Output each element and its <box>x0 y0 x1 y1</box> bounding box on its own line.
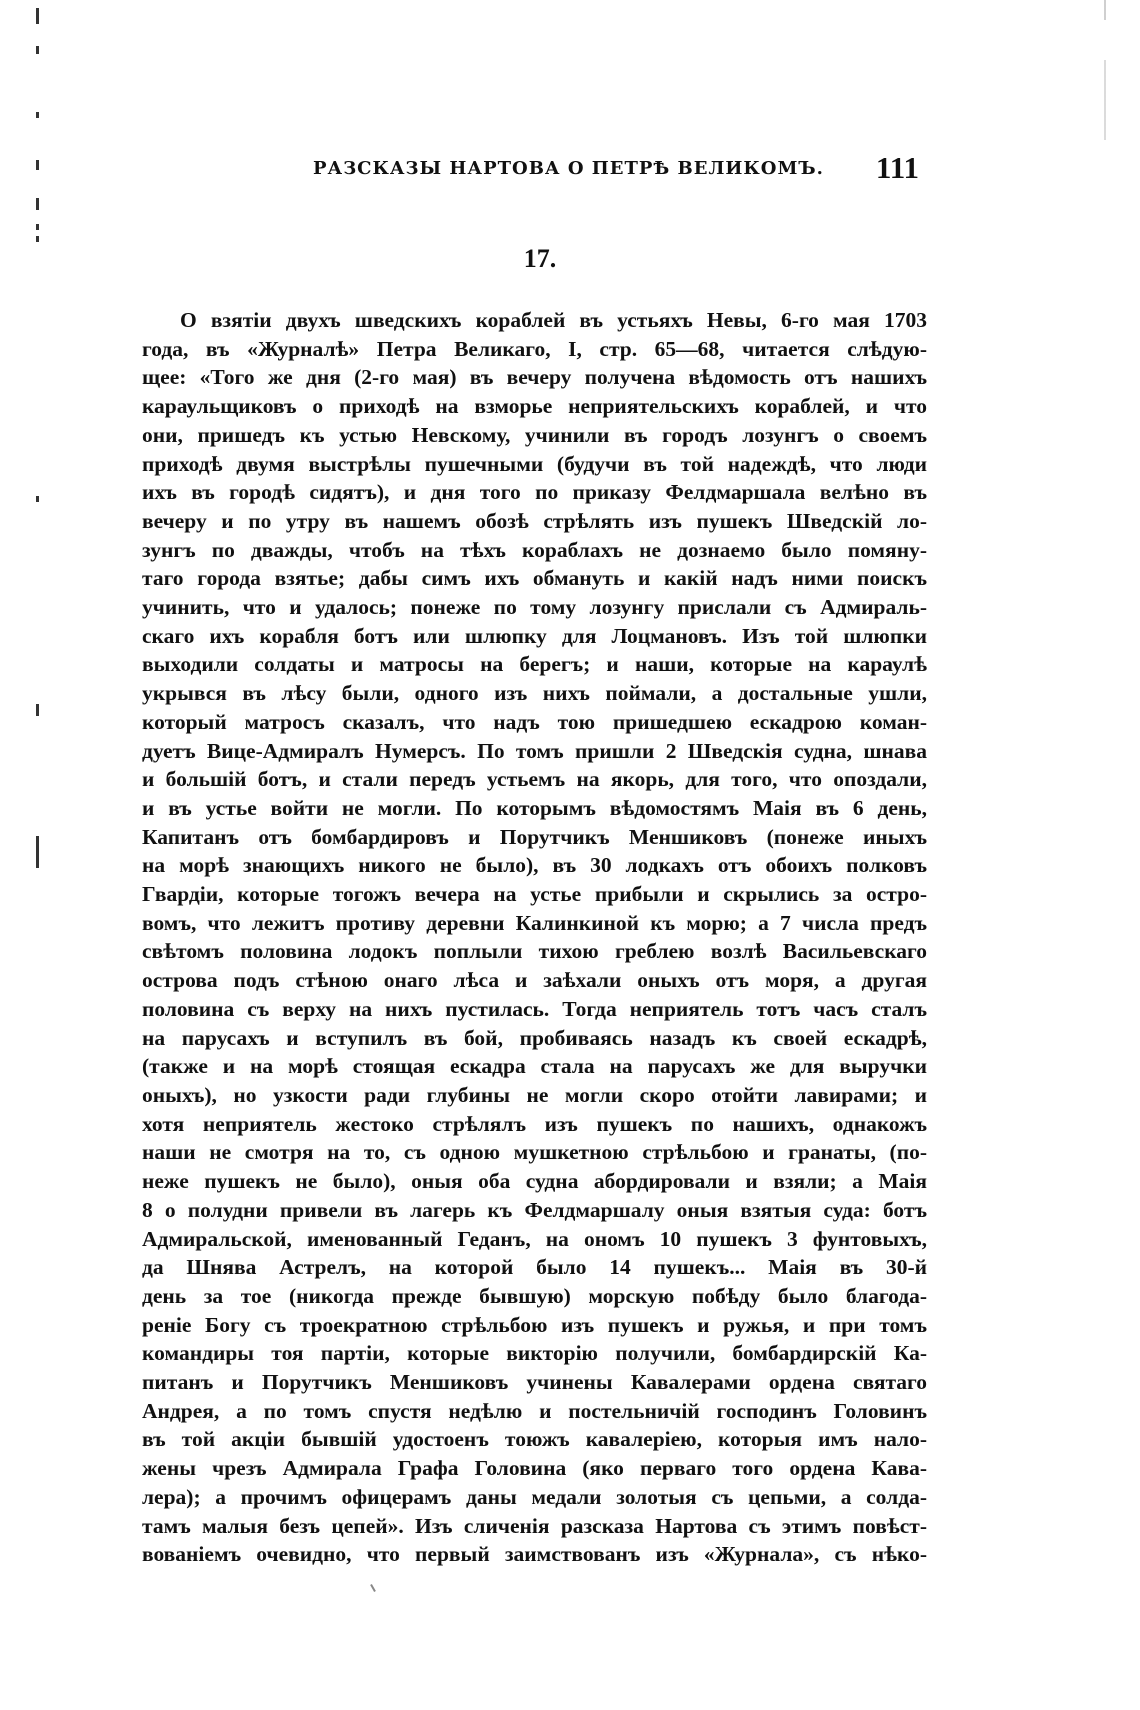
section-number: 17. <box>523 244 557 273</box>
text-line: Гвардіи, которые тогожъ вечера на устье прибыли и скрылись за остро- <box>142 882 927 907</box>
text-line: лера); а прочимъ офицерамъ даны медали золотыя съ цепьми, а солда- <box>142 1484 927 1509</box>
text-line: день за тое (никогда прежде бывшую) морскую побѣду было благода- <box>142 1283 927 1308</box>
text-line: хотя неприятель жестоко стрѣлялъ изъ пушекъ по нашихъ, однакожъ <box>142 1111 927 1136</box>
text-line: вованіемъ очевидно, что первый заимствованъ изъ «Журнала», съ нѣко- <box>142 1542 927 1567</box>
print-speck <box>370 1584 376 1592</box>
text-line: питанъ и Порутчикъ Меншиковъ учинены Кавалерами ордена святаго <box>142 1370 927 1395</box>
text-line: реніе Богу съ троекратною стрѣльбою изъ пушекъ и ружья, и при томъ <box>142 1312 927 1337</box>
text-line: 8 о полудни привели въ лагерь къ Фелдмаршалу оныя взятыя суда: ботъ <box>142 1197 927 1222</box>
text-line: да Шнява Астрелъ, на которой было 14 пушекъ... Маія въ 30-й <box>142 1255 927 1280</box>
text-line: учинить, что и удалось; понеже по тому лозунгу прислали съ Адмираль- <box>142 595 927 620</box>
text-line: выходили солдаты и матросы на берегъ; и наши, которые на караулѣ <box>142 652 927 677</box>
page-edge-rule <box>1104 0 1106 1710</box>
text-line: Адмиральской, именованный Геданъ, на ономъ 10 пушекъ 3 фунтовыхъ, <box>142 1226 927 1251</box>
text-line: оныхъ), но узкости ради глубины не могли скоро отойти лавирами; и <box>142 1082 927 1107</box>
text-line: и большій ботъ, и стали передъ устьемъ на якорь, для того, что опоздали, <box>142 767 927 792</box>
text-line: укрывся въ лѣсу были, одного изъ нихъ поймали, а достальные ушли, <box>142 681 927 706</box>
text-line: который матросъ сказалъ, что надъ тою пришедшею ескадрою коман- <box>142 709 927 734</box>
text-line: вомъ, что лежитъ противу деревни Калинкиной къ морю; а 7 числа предъ <box>142 910 927 935</box>
text-line: щее: «Того же дня (2-го мая) въ вечеру получена вѣдомость отъ нашихъ <box>142 365 927 390</box>
text-line: года, въ «Журналѣ» Петра Великаго, I, стр. 65—68, читается слѣдую- <box>142 336 927 361</box>
text-line: неже пушекъ не было), оныя оба судна абордировали и взяли; а Маія <box>142 1169 927 1194</box>
text-line: жены чрезъ Адмирала Графа Головина (яко перваго того ордена Кава- <box>142 1456 927 1481</box>
text-line: они, пришедъ къ устью Невскому, учинили въ городъ лозунгъ о своемъ <box>142 422 927 447</box>
text-line: въ той акціи бывшій удостоенъ тоюжъ кавалеріею, которыя имъ нало- <box>142 1427 927 1452</box>
text-line: (также и на морѣ стоящая ескадра стала на парусахъ же для выручки <box>142 1054 927 1079</box>
running-head <box>145 150 925 190</box>
text-line: половина съ верху на нихъ пустилась. Тогда неприятель тотъ часъ сталъ <box>142 996 927 1021</box>
text-line: дуетъ Вице-Адмиралъ Нумерсъ. По томъ пришли 2 Шведскія судна, шнава <box>142 738 927 763</box>
running-title: РАЗСКАЗЫ НАРТОВА О ПЕТРѢ ВЕЛИКОМЪ. <box>313 158 824 179</box>
text-line: приходѣ двумя выстрѣлы пушечными (будучи въ той надеждѣ, что люди <box>142 451 927 476</box>
text-line: таго города взятье; дабы симъ ихъ обмануть и какій надъ ними поискъ <box>142 566 927 591</box>
text-line: ихъ въ городѣ сидятъ), и дня того по приказу Фелдмаршала велѣно въ <box>142 480 927 505</box>
text-line: острова подъ стѣною онаго лѣса и заѣхали оныхъ отъ моря, а другая <box>142 968 927 993</box>
text-line: на парусахъ и вступилъ въ бой, пробиваясь назадъ къ своей ескадрѣ, <box>142 1025 927 1050</box>
text-line: свѣтомъ половина лодокъ поплыли тихою греблею возлѣ Васильевскаго <box>142 939 927 964</box>
text-line: вечеру и по утру въ нашемъ обозѣ стрѣлять изъ пушекъ Шведскій ло- <box>142 508 927 533</box>
text-line: командиры тоя партіи, которые викторію получили, бомбардирскій Ка- <box>142 1341 927 1366</box>
body-text <box>142 306 927 1569</box>
text-line: Андрея, а по томъ спустя недѣлю и постельничій господинъ Головинъ <box>142 1398 927 1423</box>
text-line: караульщиковъ о приходѣ на взморье неприятельскихъ кораблей, и что <box>142 394 927 419</box>
text-line: зунгъ по дважды, чтобъ на тѣхъ кораблахъ не дознаемо было помяну- <box>142 537 927 562</box>
text-line: Капитанъ отъ бомбардировъ и Порутчикъ Меншиковъ (понеже иныхъ <box>142 824 927 849</box>
text-line: наши не смотря на то, съ одною мушкетною стрѣльбою и гранаты, (по- <box>142 1140 927 1165</box>
text-line: О взятіи двухъ шведскихъ кораблей въ устьяхъ Невы, 6-го мая 1703 <box>180 308 927 332</box>
page-number: 111 <box>875 150 919 185</box>
text-line: тамъ малыя безъ цепей». Изъ сличенія разсказа Нартова съ этимъ повѣст- <box>142 1513 927 1538</box>
text-line: на морѣ знающихъ никого не было), въ 30 лодкахъ отъ обоихъ полковъ <box>142 853 927 878</box>
text-line: скаго ихъ корабля ботъ или шлюпку для Лоцмановъ. Изъ той шлюпки <box>142 623 927 648</box>
text-line: и въ устье войти не могли. По которымъ вѣдомостямъ Маія въ 6 день, <box>142 795 927 820</box>
